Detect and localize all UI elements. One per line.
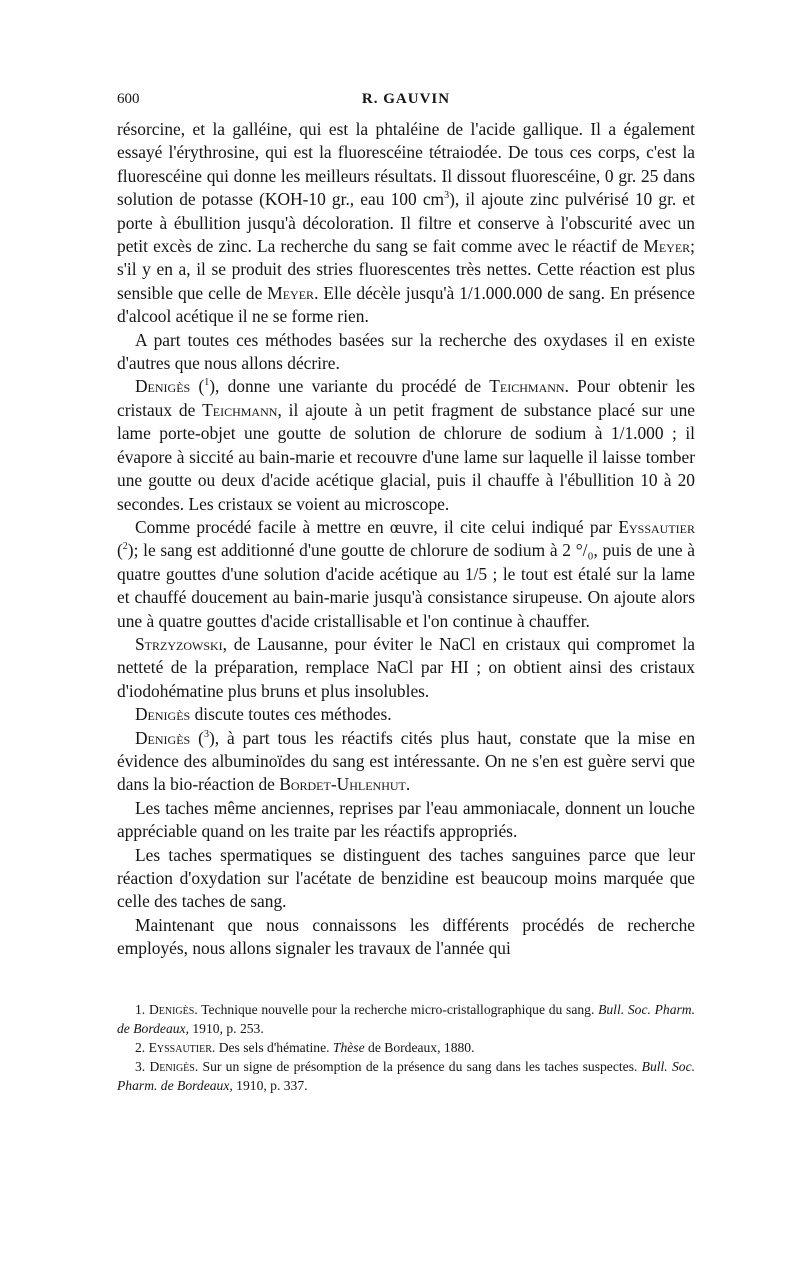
text-run: , il ajoute à un petit fragment de substance placé sur une lame porte-objet une goutte de solution de chlorure de sodium à 1/1.000 ; il évapore à siccité au bain-marie et recouvre d'une lame sur laquelle il laisse tomber une goutte ou deux d'acide acétique glacial, puis il chauffe à l'ébullition 10 à 20 secondes. Les cristaux se voient au microscope.: [117, 399, 695, 514]
author-name: Eyssautier: [618, 516, 695, 537]
italic-text: Bull. Soc. Pharm. de Bordeaux,: [117, 1059, 696, 1093]
paragraph: [117, 633, 695, 703]
footnotes: [117, 1000, 695, 1095]
author-name: Bordet-Uhlenhut: [279, 774, 406, 795]
text-run: ); le sang est additionné d'une goutte de chlorure de sodium à 2 °/₀, puis de une à quatre gouttes d'une solution d'acide acétique au 1/5 ; le tout est étalé sur la lame et chauffé doucement au bain-marie jusqu'à consistance sirupeuse. On ajoute alors une à quatre gouttes d'acide cristallisable et l'on continue à chauffer.: [117, 540, 695, 631]
italic-text: Bull. Soc. Pharm. de Bordeaux,: [117, 1002, 696, 1036]
author-name: Denigès: [135, 704, 191, 725]
footnote-ref: 1: [204, 377, 210, 389]
text-run: 1910, p. 337.: [232, 1078, 308, 1093]
author-name: Teichmann: [489, 376, 565, 397]
text-run: (: [117, 540, 123, 561]
author-name: Teichmann: [202, 399, 278, 420]
page-header: [117, 91, 695, 111]
author-name: Meyer: [267, 282, 315, 303]
text-run: de Bordeaux, 1880.: [364, 1040, 475, 1055]
author-name: Denigès: [135, 727, 191, 748]
text-run: Les taches spermatiques se distinguent des taches sanguines parce que leur réaction d'oxydation sur l'acétate de benzidine est beaucoup moins marquée que celle des taches de sang.: [117, 844, 695, 912]
running-title: R. GAUVIN: [361, 91, 451, 107]
text-run: discute toutes ces méthodes.: [190, 704, 392, 725]
text-run: (: [190, 376, 205, 397]
paragraph: [117, 727, 695, 797]
text-run: .: [405, 774, 411, 795]
text-run: ), il ajoute zinc pulvérisé 10 gr. et porte à ébullition jusqu'à décoloration. Il filtre et conserve à l'obscurité avec un petit excès de zinc. La recherche du sang se fait comme avec le réactif de: [117, 189, 695, 257]
text-run: . Des sels d'hématine.: [211, 1040, 333, 1055]
paragraph: [117, 914, 695, 961]
author-name: Meyer: [643, 236, 691, 257]
author-name: Strzyzowski: [135, 633, 223, 654]
text-run: Maintenant que nous connaissons les différents procédés de recherche employés, nous allons signaler les travaux de l'année qui: [117, 914, 695, 959]
footnote: [117, 1057, 695, 1095]
text-run: . Elle décèle jusqu'à 1/1.000.000 de sang. En présence d'alcool acétique il ne se forme rien.: [117, 282, 695, 327]
paragraph: [117, 703, 695, 726]
footnote-ref: 3: [203, 728, 209, 740]
text-run: , de Lausanne, pour éviter le NaCl en cristaux qui compromet la netteté de la préparation, remplace NaCl par HI ; on obtient ainsi des cristaux d'iodohématine plus bruns et plus insolubles.: [117, 633, 695, 701]
footnote-ref: 2: [122, 541, 128, 553]
italic-text: Thèse: [332, 1040, 365, 1055]
text-run: Les taches même anciennes, reprises par l'eau ammoniacale, donnent un louche appréciable quand on les traite par les réactifs appropriés.: [117, 797, 695, 842]
paragraph: [117, 797, 695, 844]
text-run: 1910, p. 253.: [188, 1021, 264, 1036]
footnote: [117, 1000, 695, 1038]
body-text: [117, 118, 695, 961]
text-run: 3.: [135, 1059, 150, 1074]
text-run: . Sur un signe de présomption de la présence du sang dans les taches suspectes.: [194, 1059, 642, 1074]
author-name: Denigès: [149, 1059, 195, 1074]
footnote: [117, 1038, 695, 1057]
author-name: Denigès: [135, 376, 191, 397]
text-run: ), à part tous les réactifs cités plus haut, constate que la mise en évidence des albuminoïdes du sang est intéressante. On ne s'en est guère servi que dans la bio-réaction de: [117, 727, 696, 795]
text-run: Comme procédé facile à mettre en œuvre, il cite celui indiqué par: [135, 516, 619, 537]
paragraph: [117, 329, 695, 376]
text-run: (: [190, 727, 204, 748]
author-name: Eyssautier: [148, 1040, 212, 1055]
text-run: . Technique nouvelle pour la recherche micro-cristallographique du sang.: [194, 1002, 599, 1017]
footnote-ref: 3: [444, 190, 450, 202]
text-run: ), donne une variante du procédé de: [209, 376, 490, 397]
paragraph: [117, 516, 695, 633]
text-run: . Pour obtenir les cristaux de: [117, 376, 695, 420]
paragraph: [117, 375, 695, 515]
text-run: résorcine, et la galléine, qui est la phtaléine de l'acide gallique. Il a également essayé l'érythrosine, qui est la fluorescéine tétraiodée. De tous ces corps, c'est la fluorescéine qui donne les meilleurs résultats. Il dissout fluorescéine, 0 gr. 25 dans solution de potasse (KOH-10 gr., eau 100 cm: [117, 119, 695, 210]
text-run: A part toutes ces méthodes basées sur la recherche des oxydases il en existe d'autres que nous allons décrire.: [117, 329, 695, 374]
page-number: 600: [117, 91, 140, 107]
paragraph: [117, 844, 695, 914]
paragraph: [117, 118, 695, 329]
text-run: 1.: [135, 1002, 149, 1017]
text-run: ; s'il y en a, il se produit des stries fluorescentes très nettes. Cette réaction est plus sensible que celle de: [117, 236, 695, 303]
text-run: 2.: [135, 1040, 149, 1055]
author-name: Denigès: [148, 1002, 195, 1017]
